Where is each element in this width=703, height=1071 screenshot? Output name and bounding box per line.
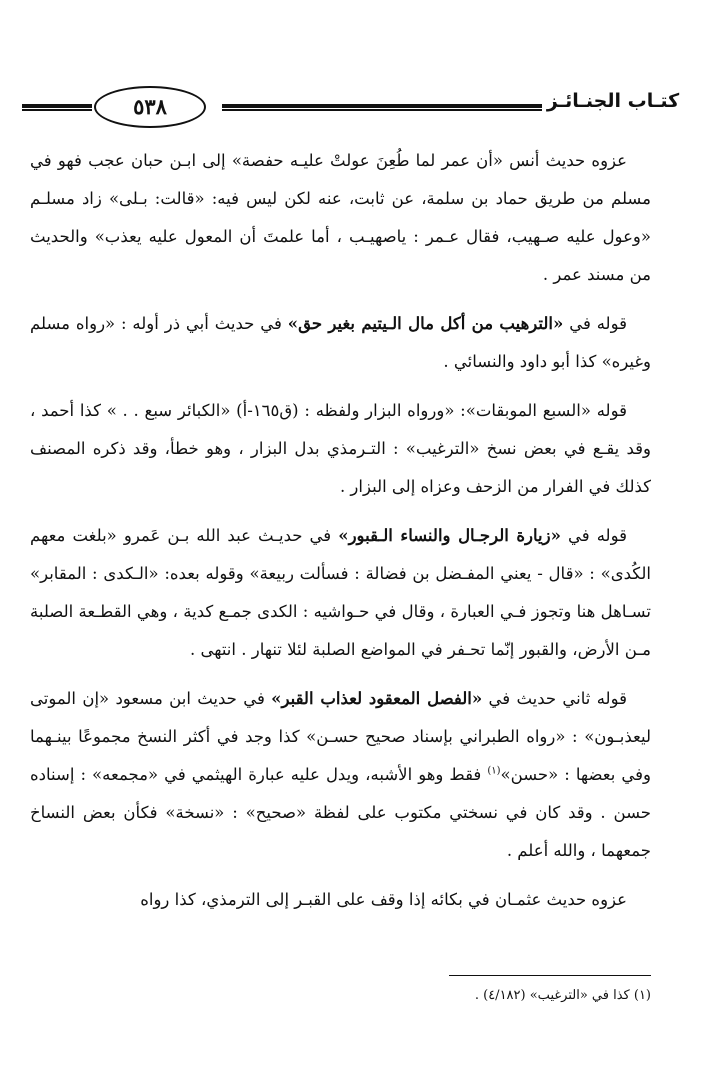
section-title: «الترهيب من أكل مال الـيتيم بغير حق»	[287, 314, 564, 333]
paragraph-5: قوله ثاني حديث في «الفصل المعقود لعذاب القبر» في حديث ابن مسعود «إن الموتى ليعذبـون» : «رواه الطبراني بإسناد صحيح حسـن» كذا وجد في أكثر النسخ مجموعًا بينـهما وفي بعضها : «حسن»$^{(١)}$ فقط وهو الأشبه، ويدل عليه عبارة الهيثمي في «مجمعه» : إسناده حسن . وقد كان في نسختي مكتوب على لفظة «صحيح» : «نسخة» فكأن بعض النساخ جمعهما ، والله أعلم .	[30, 689, 651, 860]
footnote-marker: (١)	[487, 765, 501, 777]
page-number: ٥٣٨	[94, 86, 206, 128]
header-rule-right	[222, 104, 542, 111]
paragraph-3: قوله «السبع الموبقات»: «ورواه البزار ولفظه : (ق١٦٥-أ) «الكبائر سبع . . » كذا أحمد ، وقد يقـع في بعض نسخ «الترغيب» : التـرمذي بدل البزار ، وهو خطأ، وقد ذكره المصنف كذلك في الفرار من الزحف وعزاه إلى البزار .	[30, 401, 651, 496]
section-title: «الفصل المعقود لعذاب القبر»	[271, 689, 483, 708]
paragraph-4: قوله في «زيارة الرجـال والنساء الـقبور» في حديـث عبد الله بـن عَمرو «بلغت معهم الكُدى» : «قال - يعني المفـضل بن فضالة : فسألت ربيعة» وقوله بعده: «الـكدى : المقابر» تسـاهل هنا وتجوز فـي العبارة ، وقال في حـواشيه : الكدى جمـع كدية ، وهي القطـعة الصلبة مـن الأرض، والقبور إنّما تحـفر في المواضع الصلبة لئلا تنهار . انتهى .	[30, 526, 651, 659]
footnote-rule	[449, 975, 651, 976]
header-rule-left	[22, 104, 92, 111]
paragraph-2: قوله في «الترهيب من أكل مال الـيتيم بغير حق» في حديث أبي ذر أوله : «رواه مسلم وغيره» كذا أبو داود والنسائي .	[30, 314, 651, 371]
book-title: كتـاب الجنـائـز	[546, 90, 680, 112]
section-title: «زيارة الرجـال والنساء الـقبور»	[338, 526, 561, 545]
paragraph-1: عزوه حديث أنس «أن عمر لما طُعِنَ عولتْ عليـه حفصة» إلى ابـن حبان عجب فهو في مسلم من طريق حماد بن سلمة، عن ثابت، عنه لكن ليس فيه: «قالت: بـلى» زاد مسلـم «وعول عليه صـهيب، فقال عـمر : ياصهيـب ، أما علمتَ أن المعول عليه يعذب» والحديث من مسند عمر .	[30, 151, 651, 284]
footnote: (١) كذا في «الترغيب» (٤/١٨٢) .	[474, 988, 651, 1003]
running-header	[22, 84, 682, 130]
paragraph-6: عزوه حديث عثمـان في بكائه إذا وقف على القبـر إلى الترمذي، كذا رواه	[140, 890, 627, 909]
body-text	[30, 142, 651, 919]
